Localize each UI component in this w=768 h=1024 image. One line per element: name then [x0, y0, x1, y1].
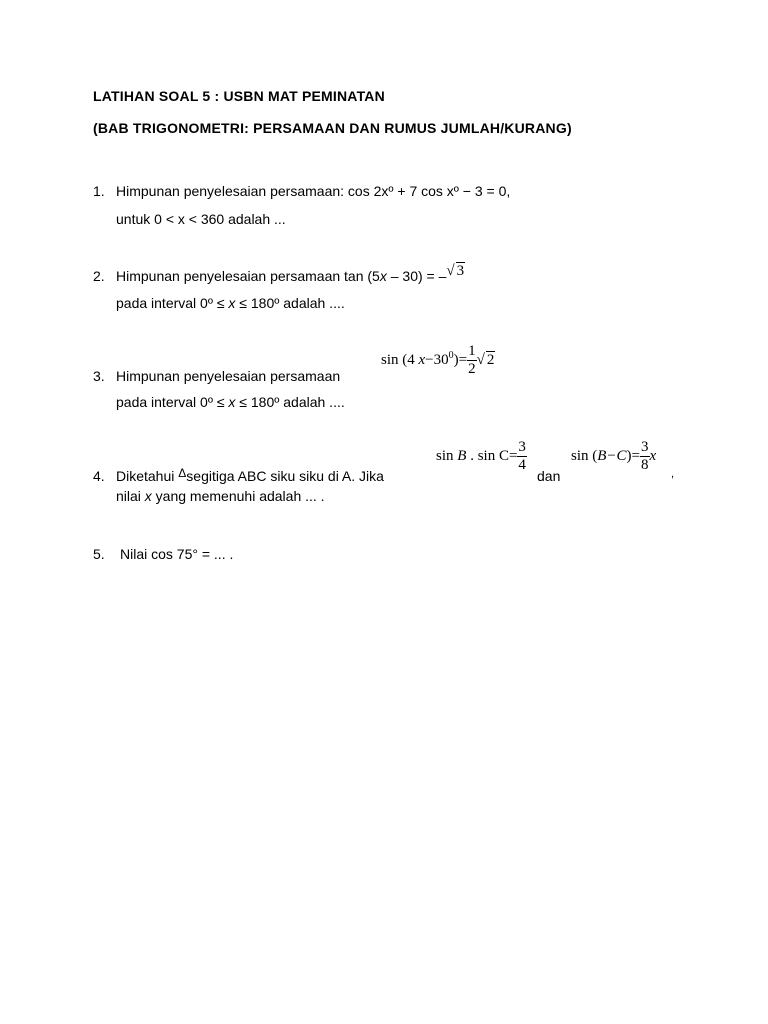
- question-4-line-1: Diketahui Δsegitiga ABC siku siku di A. Jika: [116, 466, 384, 484]
- question-3-number: 3.: [93, 368, 105, 384]
- question-4-number: 4.: [93, 468, 105, 484]
- question-1-line-1: Himpunan penyelesaian persamaan: cos 2xº + 7 cos xº − 3 = 0,: [116, 183, 511, 199]
- question-4-equation-2: sin (B−C)= $\frac{3}{8}$ x: [571, 439, 657, 473]
- fraction-three-eighths: $\frac{3}{8}$: [641, 439, 649, 473]
- question-1-line-2: untuk 0 < x < 360 adalah ...: [116, 211, 286, 227]
- question-5-number: 5.: [93, 546, 105, 562]
- question-5-text: Nilai cos 75° = ... .: [120, 546, 234, 562]
- question-3-equation: sin (4 $x-30^0)=$ $\frac{1}{2}$ √ 2: [381, 343, 495, 377]
- page-subtitle: (BAB TRIGONOMETRI: PERSAMAAN DAN RUMUS JUMLAH/KURANG): [93, 120, 572, 136]
- question-1-number: 1.: [93, 183, 105, 199]
- question-4-equation-1: sin B . sin C= $\frac{3}{4}$: [436, 439, 526, 473]
- question-2-number: 2.: [93, 268, 105, 284]
- question-2-line-1: Himpunan penyelesaian persamaan tan (5x – 30) = –√ 3: [116, 263, 465, 284]
- question-3-line-1: Himpunan penyelesaian persamaan: [116, 368, 341, 384]
- page-title: LATIHAN SOAL 5 : USBN MAT PEMINATAN: [93, 88, 385, 104]
- sqrt-expression: √ 3: [446, 263, 465, 279]
- fraction-three-quarters: $\frac{3}{4}$: [518, 439, 526, 473]
- question-4-conjunction: dan: [537, 468, 561, 484]
- question-3-line-2: pada interval 0º ≤ x ≤ 180º adalah ....: [116, 394, 345, 410]
- delta-symbol: Δ: [178, 466, 187, 480]
- question-4-comma: ,: [671, 468, 675, 480]
- fraction-one-half: $\frac{1}{2}$: [468, 343, 476, 377]
- question-2-line-2: pada interval 0º ≤ x ≤ 180º adalah ....: [116, 295, 345, 311]
- question-4-line-2: nilai x yang memenuhi adalah ... .: [116, 488, 325, 504]
